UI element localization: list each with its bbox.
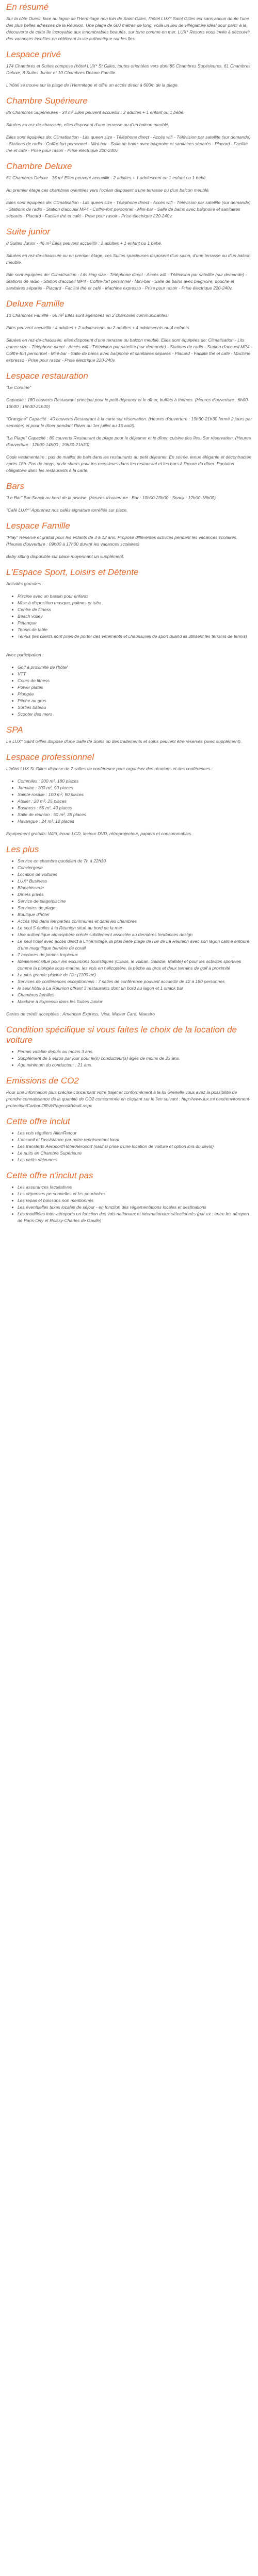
spacer [6,646,253,652]
list-item: Business : 65 m², 40 places [18,805,253,811]
section-heading: Cette offre inclut [6,1116,70,1126]
section-paragraph: "Le Bar" Bar-Snack au bord de la piscine. (Heures d'ouverture : Bar : 10h00-23h00 ; Snack : 12h00-18h00) [6,495,216,500]
section-heading: Suite junior [6,227,51,236]
list-item: Piscine avec un bassin pour enfants [18,593,253,600]
list-item: Permis valable depuis au moins 3 ans. [18,1048,253,1055]
section-paragraph: 8 Suites Junior - 46 m² Elles peuvent accueillir : 2 adultes + 1 enfant ou 1 bébé. [6,241,163,246]
section-paragraph: "Play" Réservé et gratuit pour les enfants de 3 à 12 ans. Propose différentes activités pendant les vacances scolaires. (Heures d'ouverture : 09h00 à 17h00 durant les vacances scolaires) [6,535,237,547]
section-paragraph: Le LUX* Saint Gilles dispose d'une Salle de Soins où des traitements et soins peuvent être réservés (avec supplément). [6,739,242,744]
section-heading: Emissions de CO2 [6,1076,79,1086]
section-paragraph: Capacité : 180 couverts Restaurant principal pour le petit-déjeuner et le dîner, buffets à thèmes. (Heures d'ouverture : 6h00-10h00 ; 19h30-21h30) [6,397,249,409]
list-item: Le seul 5 étoiles à la Réunion situé au bord de la mer [18,925,253,931]
list-item: Sorties bateau [18,704,253,711]
section-heading: L'Espace Sport, Loisirs et Détente [6,567,139,577]
list-item: Atelier : 28 m², 25 places [18,798,253,805]
section-heading: Condition spécifique si vous faites le choix de la location de voiture [6,1025,237,1045]
section-heading: Cette offre n'inclut pas [6,1171,93,1180]
section-paragraph: 85 Chambres Supérieures - 34 m² Elles peuvent accueillir : 2 adultes + 1 enfant ou 1 bébé. [6,110,185,115]
list-item: Services de conférences exceptionnels : 7 salles de conférence pouvant accueillir de 12 à 180 personnes [18,978,253,985]
section-paragraph: Equipement gratuits: WiFi, écran LCD, lecteur DVD, rétroprojecteur, papiers et consommables. [6,831,192,836]
section-heading: Lespace privé [6,49,61,59]
section-paragraph: Activités gratuites : [6,581,44,586]
section-heading: Lespace professionnel [6,752,94,762]
list-item: Jamalac : 100 m², 90 places [18,785,253,791]
section-paragraph: Elle sont équipées de: Climatisation - Lits king size - Téléphone direct - Accès wifi - Télévision par satellite (sur demande) - Stations de radio - Station d'accueil MP4 - Coffre-fort personnel - Mini-bar - Salle de bains avec baignoire, douche et sanitaires séparés - Placard - Facilité thé et café - Machine expresso - Prise pour rasoir - Prise électrique 220-240v. [6,272,247,291]
section-paragraph: L'hôtel se trouve sur la plage de l'Hermitage et offre un accès direct à 600m de la plage. [6,82,179,88]
list-item: Supplément de 5 euros par jour pour le(s) conducteur(s) âgés de moins de 23 ans. [18,1055,253,1062]
section-heading: Chambre Supérieure [6,96,88,106]
section-paragraph: Baby sitting disponible sur place moyennant un supplément. [6,554,124,559]
list-item: VTT [18,671,253,677]
section-heading: Deluxe Famille [6,299,64,309]
bullet-list [6,1130,253,1163]
list-item: 7 hectares de jardins tropicaux [18,952,253,958]
list-item: le seul hôtel à La Réunion offrant 3 restaurants dont un bord au lagon et 1 snack bar [18,985,253,992]
bullet-list [6,1048,253,1069]
list-item: Accès Wifi dans les parties communes et dans les chambres [18,918,253,925]
list-item: Cours de fitness [18,677,253,684]
section-paragraph: Situées en rez-de-chaussée, elles disposent d'une terrasse ou balcon meublé. Elles sont équipées de: Climatisation - Lits queen size - Téléphone direct - Accès wifi - Télévision par satellite (sur demande) - Stations de radio - Station d'accueil MP4 - Coffre-fort personnel - Mini-bar - Salle de bains avec baignoire et sanitaires séparés - Placard - Facilité thé et café - Machine expresso - Prise pour rasoir - Prise électrique 220-240v. [6,337,253,363]
section-paragraph: "Orangine" Capacité : 40 couverts Restaurant à la carte sur réservation. (Heures d'ouverture : 19h30-21h30 fermé 2 jours par semaine) et pour le dîner pendant l'hiver du 1er juillet au 15 août). [6,416,252,428]
section-paragraph: 61 Chambres Deluxe - 36 m² Elles peuvent accueillir : 2 adultes + 1 adolescent ou 1 enfant ou 1 bébé. [6,175,207,180]
list-item: Dîners privés [18,891,253,898]
list-item: Pétanque [18,620,253,626]
bullet-list [6,1184,253,1224]
section-paragraph: 10 Chambres Famille - 66 m² Elles sont agencées en 2 chambres communicantes. [6,313,169,318]
list-item: Serviettes de plage [18,905,253,911]
list-item: Scooter des mers [18,711,253,718]
section-paragraph: 174 Chambres et Suites compose l'hôtel LUX* St Gilles, toutes orientées vers dont 85 Chambres Supérieures, 61 Chambres Deluxe, 8 Suites Junior et 10 Chambres Deluxe Famille. [6,63,251,75]
list-item: Les petits déjeuners [18,1157,253,1163]
list-item: Service de plage/piscine [18,898,253,905]
section-paragraph: Code vestimentaire : pas de maillot de bain dans les restaurants au petit déjeuner. En soirée, tenue élégante et décontractée après 18h. Pas de tongs, ni de shorts pour les messieurs dans les restaurant et les bars à l'heure du dîner. Pantalon obligatoire dans les restaurants à la carte. [6,454,252,473]
bullet-list [6,778,253,825]
section-paragraph: "Café LUX*" Apprenez nos cafés signature torréfiés sur place. [6,507,128,513]
bullet-list [6,664,253,718]
list-item: Havangue : 24 m², 12 places [18,818,253,825]
list-item: Age minimum du conducteur : 21 ans. [18,1062,253,1069]
list-item: Mise à disposition masque, palmes et tuba [18,600,253,606]
section-paragraph: Au premier étage ces chambres orientées vers l'océan disposent d'une terrasse ou d'un balcon meublé. [6,188,210,193]
list-item: Les vols réguliers Aller/Retour [18,1130,253,1137]
list-item: Plongée [18,691,253,698]
list-item: Les assurances facultatives [18,1184,253,1191]
bullet-list [6,858,253,1005]
section-paragraph: Situées au rez-de-chaussée, elles disposent d'une terrasse ou d'un balcon meublé. [6,122,170,127]
list-item: Pêche au gros [18,698,253,704]
list-item: Sainte-rosalie : 100 m², 90 places [18,791,253,798]
list-item: Blanchisserie [18,885,253,891]
list-item: Les transferts Aéroport/Hôtel/Aéroport (sauf si prise d'une location de voiture et option lors du devis) [18,1143,253,1150]
section-paragraph: Avec participation : [6,652,44,657]
list-item: Commiles : 200 m², 180 places [18,778,253,785]
list-item: Salle de réunion : 50 m², 35 places [18,811,253,818]
list-item: Beach volley [18,613,253,620]
list-item: La plus grande piscine de l'île (1100 m²) [18,972,253,978]
list-item: Les repas et boissons non mentionnés [18,1197,253,1204]
list-item: Location de voitures [18,871,253,878]
list-item: Idéalement situé pour les excursions touristiques (Cilaos, le volcan, Salazie, Mafate) et pour les activités sportives comme la plongée sous-marine, les vols en hélicoptère, la pêche au gros et deux terrains de golf à proximité [18,958,253,972]
list-item: Le nuits en Chambre Supérieure [18,1150,253,1157]
section-paragraph: Elles peuvent accueillir : 4 adultes + 2 adolescents ou 2 adultes + 4 adolescents ou 4 enfants. [6,325,190,330]
bullet-list [6,593,253,640]
list-item: Une authentique atmosphère créole subtilement associée au dernières tendances design [18,931,253,938]
list-item: Les dépenses personnelles et les pourboires [18,1191,253,1197]
list-item: Les modifiées inter-aéroports en fonction des vols nationaux et internationaux sélectionnés (par ex : entre les aéroport de Paris-Orly et Roissy-Charles de Gaulle) [18,1211,253,1224]
list-item: Les éventuelles taxes locales de séjour - en fonction des réglementations locales et destinations [18,1204,253,1211]
list-item: Chambres familles [18,992,253,998]
section-paragraph: Cartes de crédit acceptées : American Express, Visa, Master Card, Maestro [6,1011,155,1016]
section-heading: SPA [6,725,23,735]
list-item: Golf à proximité de l'hôtel [18,664,253,671]
list-item: Service en chambre quotidien de 7h à 22h30 [18,858,253,865]
section-paragraph: Elles sont équipées de: Climatisation - Lits queen size - Téléphone direct - Accès wifi - Télévision par satellite (sur demande) - Stations de radio - Coffre-fort personnel - Mini-bar - Salle de bains avec baignoire et sanitaires séparés - Placard - Facilité thé et café - Prise pour rasoir - Prise électrique 220-240v. [6,134,251,153]
document-body [0,0,258,1234]
list-item: Power plates [18,684,253,691]
list-item: Boutique d'hôtel [18,911,253,918]
section-paragraph: Situées en rez-de-chaussée ou en premier étage, ces Suites spacieuses disposent d'un salon, d'une terrasse ou d'un balcon meublé. [6,253,251,265]
list-item: Tennis (les clients sont priés de porter des vêtements et chaussures de sport quand ils utilisent les terrains de tennis) [18,633,253,640]
section-heading: Bars [6,481,24,491]
list-item: Centre de fitness [18,606,253,613]
section-paragraph: Pour une information plus précise concernant votre trajet et conformément à la loi Grenelle vous avez la possibilité de prendre connaissance de la quantité de CO2 consommée en cliquant sur le lien suivant : http://www.lux.mi nent/environnent-protection/CarbonOffsit/PagecoldVault.aspx [6,1090,251,1108]
section-paragraph: L'hôtel LUX St Gilles dispose de 7 salles de conférence pour organiser des réunions et des conférences : [6,766,213,771]
section-heading: Chambre Deluxe [6,161,72,171]
list-item: Conciergerie [18,865,253,871]
list-item: LUX* Business [18,878,253,885]
section-heading: Les plus [6,844,39,854]
section-paragraph: Elles sont équipées de: Climatisation - Lits queen size - Téléphone direct - Accès wifi - Télévision par satellite (sur demande) - Stations de radio - Station d'accueil MP4 - Coffre-fort personnel - Mini-bar - Salle de bains avec baignoire et sanitaires séparés - Placard - Facilité thé et café - Prise pour rasoir - Prise électrique 220-240v. [6,200,251,218]
list-item: Machine à Expresso dans les Suites Junior [18,998,253,1005]
section-paragraph: "La Plage" Capacité : 80 couverts Restaurant de plage pour le déjeuner et le dîner, cuisine des îles. Sur réservation. (Heures d'ouverture : 12h00-14h00 ; 19h30-21h30) [6,435,251,447]
section-paragraph: "Le Coraine" [6,385,31,390]
list-item: Le seul hôtel avec accès direct à L'Hermitage, la plus belle plage de l'île de La Réunion avec son lagon calme entouré d'une magnifique barrière de corail [18,938,253,952]
section-heading: Lespace Famille [6,521,70,531]
list-item: Tennis de table [18,626,253,633]
section-heading: Lespace restauration [6,371,88,381]
section-heading: En résumé [6,2,49,12]
section-paragraph: Sur la côte Ouest, face au lagon de l'Hermitage non loin de Saint-Gilles, l'hôtel LUX* Saint Gilles est sans aucun doute l'une des plus belles adresses de la Réunion. Une plage de 600 mètres de long, voilà un lieu de villégiature idéal pour partir à la découverte de cette île incroyable aux innombrables beautés, sur terre comme en mer. LUX* Resorts vous invite à découvrir des vacances insolites en célébrant la vie authentique sur les îles. [6,16,250,41]
list-item: L'accueil et l'assistance par notre représentant local [18,1137,253,1143]
